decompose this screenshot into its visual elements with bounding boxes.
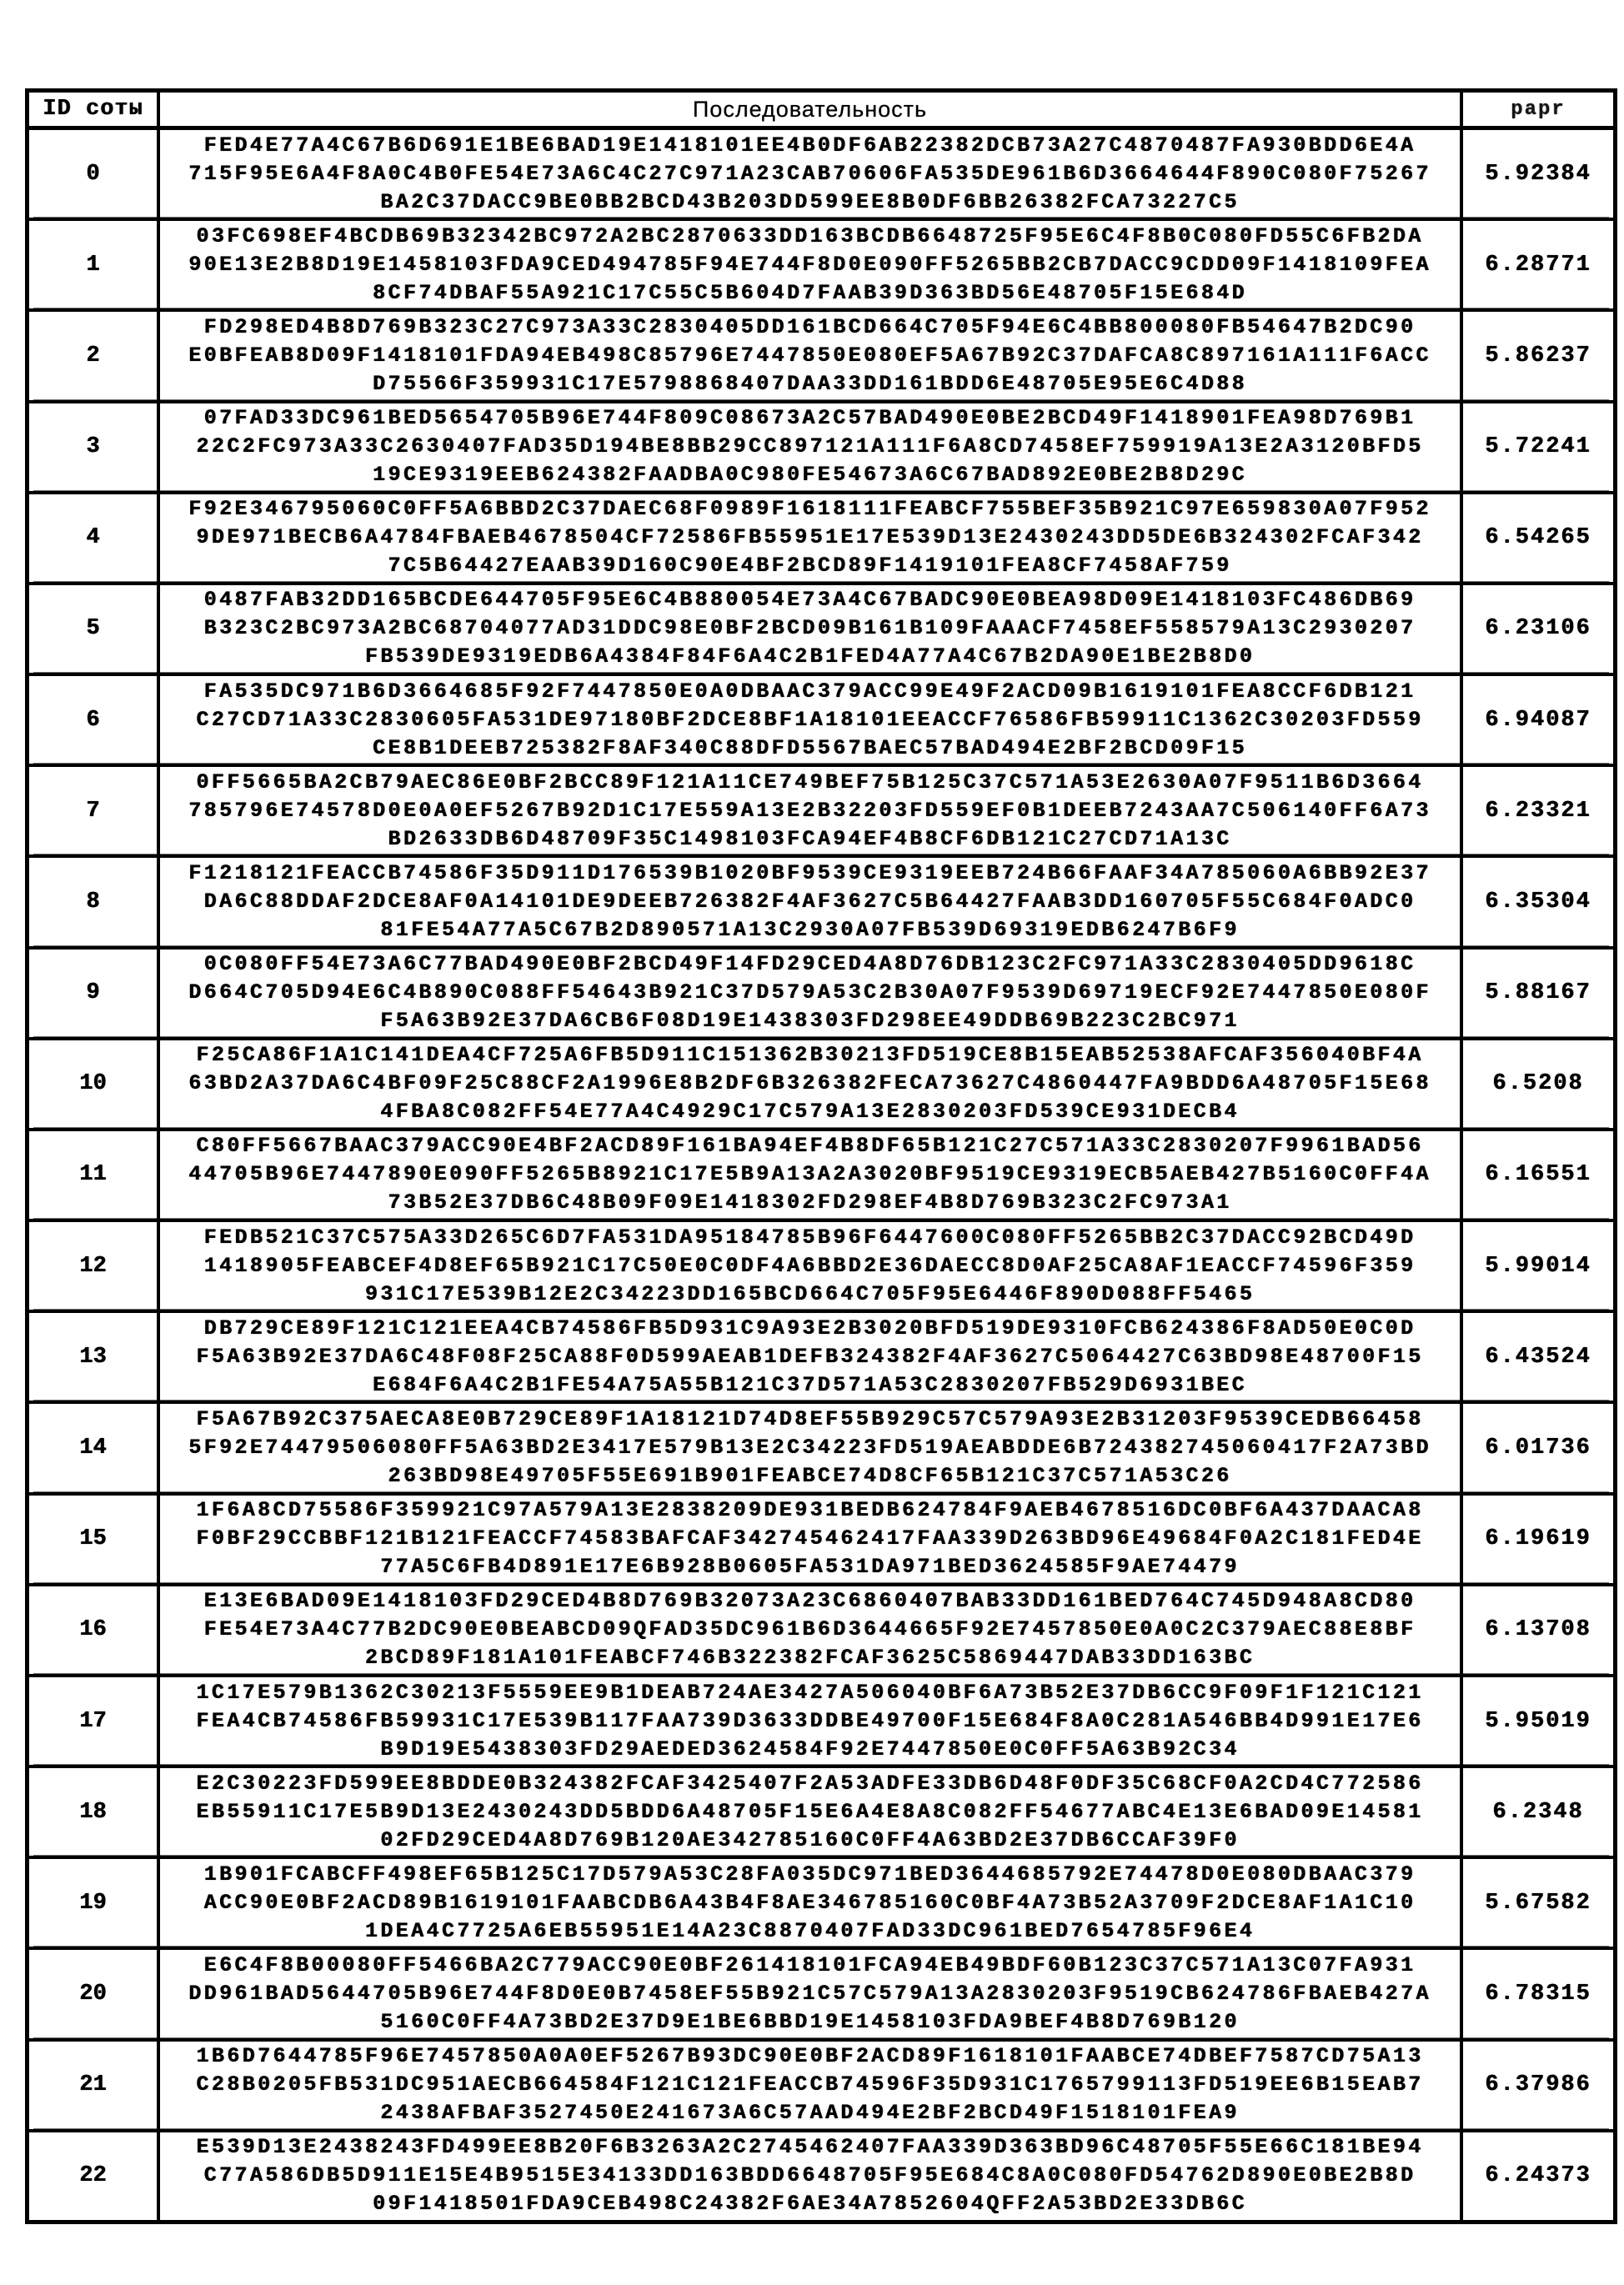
sequence-line: FD298ED4B8D769B323C27C973A33C2830405DD161BCD664C705F94E6C4BB800080FB54647B2DC90	[203, 314, 1416, 339]
sequence-line: 03FC698EF4BCDB69B32342BC972A2BC2870633DD163BCDB6648725F95E6C4F8B0C080FD55C6FB2DA	[196, 223, 1424, 248]
sequence-line: E6C4F8B00080FF5466BA2C779ACC90E0BF261418101FCA94EB49BDF60B123C37C571A13C07FA931	[203, 1953, 1416, 1978]
sequence-line: FA535DC971B6D3664685F92F7447850E0A0DBAAC379ACC99E49F2ACD09B1619101FEA8CCF6DB121	[203, 679, 1416, 704]
table-row	[29, 1401, 1613, 1491]
sequence-line: 1B901FCABCFF498EF65B125C17D579A53C28FA035DC971BED3644685792E74478D0E080DBAAC379	[203, 1862, 1416, 1887]
table-row	[29, 308, 1613, 399]
sequence-line: EB55911C17E5B9D13E2430243DD5BDD6A48705F15E6A4E8A8C082FF54677ABC4E13E6BAD09E14581	[196, 1799, 1424, 1824]
sequence-line: E539D13E2438243FD499EE8B20F6B3263A2C2745462407FAA339D363BD96C48705F55E66C181BE94	[196, 2135, 1424, 2160]
sequence-line: DB729CE89F121C121EEA4CB74586FB5D931C9A93E2B3020BFD519DE9310FCB624386F8AD50E0C0D	[203, 1315, 1416, 1340]
cell-id: 15	[79, 1526, 107, 1552]
sequence-line: F0BF29CCBBF121B121FEACCF74583BAFCAF342745462417FAA339D263BD96E49684F0A2C181FED4E	[196, 1526, 1424, 1551]
cell-sequence	[157, 403, 1460, 491]
cell-id: 4	[86, 525, 100, 551]
sequence-line: FEDB521C37C575A33D265C6D7FA531DA95184785B96F6447600C080FF5265BB2C37DACC92BCD49D	[203, 1225, 1416, 1250]
table-row	[29, 1674, 1613, 1765]
sequence-line: 263BD98E49705F55E691B901FEABCE74D8CF65B121C37C571A53C26	[388, 1464, 1232, 1488]
sequence-line: 0487FAB32DD165BCDE644705F95E6C4B880054E73A4C67BADC90E0BEA98D09E1418103FC486DB69	[203, 588, 1416, 613]
table-row	[29, 1128, 1613, 1219]
cell-sequence	[157, 1496, 1460, 1583]
table-row	[29, 946, 1613, 1037]
sequence-line: 02FD29CED4A8D769B120AE342785160C0FF4A63BD2E37DB6CCAF39F0	[380, 1827, 1240, 1852]
cell-id: 9	[86, 980, 100, 1006]
sequence-line: 715F95E6A4F8A0C4B0FE54E73A6C4C27C971A23CAB70606FA535DE961B6D3664644F890C080F75267	[188, 161, 1431, 186]
cell-papr: 6.78315	[1460, 1950, 1613, 2037]
cell-sequence	[157, 1677, 1460, 1765]
sequence-line: E13E6BAD09E1418103FD29CED4B8D769B32073A23C6860407BAB33DD161BED764C745D948A8CD80	[203, 1589, 1416, 1614]
cell-sequence	[157, 1859, 1460, 1947]
table-row	[29, 1492, 1613, 1583]
table-row	[29, 582, 1613, 673]
sequence-line: 1F6A8CD75586F359921C97A579A13E2838209DE931BEDB624784F9AEB4678516DC0BF6A437DAACA8	[196, 1498, 1424, 1523]
cell-sequence	[157, 2132, 1460, 2220]
cell-sequence	[157, 1768, 1460, 1856]
cell-id: 2	[86, 343, 100, 368]
sequence-line: FB539DE9319EDB6A4384F84F6A4C2B1FED4A77A4C67B2DA90E1BE2B8D0	[364, 644, 1256, 669]
cell-id: 6	[86, 707, 100, 733]
cell-sequence	[157, 221, 1460, 308]
cell-id: 18	[79, 1799, 107, 1825]
sequence-line: 5F92E74479506080FF5A63BD2E3417E579B13E2C34223FD519AEABDDE6B724382745060417F2A73BD	[188, 1436, 1431, 1460]
cell-papr: 6.23106	[1460, 585, 1613, 673]
sequence-line: 44705B96E7447890E090FF5265B8921C17E5B9A13A2A3020BF9519CE9319ECB5AEB427B5160C0FF4A	[188, 1162, 1431, 1187]
sequence-line: 07FAD33DC961BED5654705B96E744F809C08673A2C57BAD490E0BE2BCD49F1418901FEA98D769B1	[203, 406, 1416, 431]
sequence-line: 09F1418501FDA9CEB498C24382F6AE34A7852604QFF2A53BD2E33DB6C	[373, 2192, 1247, 2217]
sequence-line: 22C2FC973A33C2630407FAD35D194BE8BB29CC897121A111F6A8CD7458EF759919A13E2A3120BFD5	[196, 434, 1424, 459]
sequence-line: 785796E74578D0E0A0EF5267B92D1C17E559A13E2B32203FD559EF0B1DEEB7243AA7C506140FF6A73	[188, 798, 1431, 823]
sequence-line: F5A63B92E37DA6CB6F08D19E1438303FD298EE49DDB69B223C2BC971	[380, 1009, 1240, 1034]
table-row	[29, 400, 1613, 491]
cell-id: 22	[79, 2163, 107, 2189]
cell-id: 14	[79, 1435, 107, 1461]
sequence-line: 8CF74DBAF55A921C17C55C5B604D7FAAB39D363BD56E48705F15E684D	[373, 280, 1247, 305]
cell-id: 0	[86, 161, 100, 187]
cell-id: 16	[79, 1617, 107, 1643]
sequence-line: 9DE971BECB6A4784FBAEB4678504CF72586FB55951E17E539D13E2430243DD5DE6B324302FCAF342	[196, 525, 1424, 550]
sequence-line: 0FF5665BA2CB79AEC86E0BF2BCC89F121A11CE749BEF75B125C37C571A53E2630A07F9511B6D3664	[196, 769, 1424, 794]
table-row	[29, 1583, 1613, 1674]
sequence-line: C77A586DB5D911E15E4B9515E34133DD163BDD6648705F95E684C8A0C080FD54762D890E0BE2B8D	[203, 2163, 1416, 2188]
sequence-line: 4FBA8C082FF54E77A4C4929C17C579A13E2830203FD539CE931DECB4	[380, 1100, 1240, 1125]
cell-id: 10	[79, 1071, 107, 1097]
sequence-line: ACC90E0BF2ACD89B1619101FAABCDB6A43B4F8AE346785160C0BF4A73B52A3709F2DCE8AF1A1C10	[203, 1890, 1416, 1915]
cell-sequence	[157, 1040, 1460, 1128]
cell-papr: 6.28771	[1460, 221, 1613, 308]
cell-sequence	[157, 950, 1460, 1037]
sequence-line: C27CD71A33C2830605FA531DE97180BF2DCE8BF1A18101EEACCF76586FB59911C1362C30203FD559	[196, 707, 1424, 732]
table-row	[29, 2129, 1613, 2220]
cell-papr: 5.99014	[1460, 1222, 1613, 1310]
sequence-line: 19CE9319EEB624382FAADBA0C980FE54673A6C67BAD892E0BE2B8D29C	[373, 463, 1247, 488]
cell-papr: 5.86237	[1460, 312, 1613, 399]
table-row	[29, 673, 1613, 764]
sequence-line: 90E13E2B8D19E1458103FDA9CED494785F94E744F8D0E090FF5265BB2CB7DACC9CDD09F1418109FEA	[188, 252, 1431, 277]
cell-id: 7	[86, 798, 100, 824]
cell-papr: 6.19619	[1460, 1496, 1613, 1583]
header-cell-papr: papr	[1460, 93, 1613, 126]
sequence-line: F5A63B92E37DA6C48F08F25CA88F0D599AEAB1DEFB324382F4AF3627C5064427C63BD98E48700F15	[196, 1344, 1424, 1369]
cell-papr: 6.23321	[1460, 767, 1613, 854]
table-header-row	[29, 93, 1613, 130]
cell-papr: 6.2348	[1460, 1768, 1613, 1856]
sequence-line: DD961BAD5644705B96E744F8D0E0B7458EF55B921C57C579A13A2830203F9519CB624786FBAEB427A	[188, 1982, 1431, 2007]
header-cell-id: ID соты	[43, 97, 143, 122]
cell-papr: 6.24373	[1460, 2132, 1613, 2220]
cell-papr: 5.95019	[1460, 1677, 1613, 1765]
cell-papr: 6.37986	[1460, 2042, 1613, 2129]
cell-papr: 5.88167	[1460, 950, 1613, 1037]
sequence-line: 1DEA4C7725A6EB55951E14A23C8870407FAD33DC961BED7654785F96E4	[364, 1918, 1256, 1943]
sequence-line: 77A5C6FB4D891E17E6B928B0605FA531DA971BED3624585F9AE74479	[380, 1555, 1240, 1580]
table-row	[29, 1219, 1613, 1310]
sequence-line: 73B52E37DB6C48B09F09E1418302FD298EF4B8D769B323C2FC973A1	[388, 1190, 1232, 1215]
cell-sequence	[157, 2042, 1460, 2129]
header-cell-sequence: Последовательность	[157, 93, 1460, 126]
cell-id: 8	[86, 889, 100, 915]
table-row	[29, 218, 1613, 308]
sequence-line: E2C30223FD599EE8BDDE0B324382FCAF3425407F2A53ADFE33DB6D48F0DF35C68CF0A2CD4C772586	[196, 1771, 1424, 1796]
cell-papr: 6.13708	[1460, 1586, 1613, 1674]
cell-papr: 6.01736	[1460, 1404, 1613, 1491]
sequence-line: F92E346795060C0FF5A6BBD2C37DAEC68F0989F1618111FEABCF755BEF35B921C97E659830A07F952	[188, 497, 1431, 522]
table-row	[29, 764, 1613, 854]
sequence-line: CE8B1DEEB725382F8AF340C88DFD5567BAEC57BAD494E2BF2BCD09F15	[373, 735, 1247, 760]
table-row	[29, 854, 1613, 945]
cell-sequence	[157, 130, 1460, 218]
sequence-line: 931C17E539B12E2C34223DD165BCD664C705F95E6446F890D088FF5465	[364, 1281, 1256, 1306]
cell-papr: 6.54265	[1460, 494, 1613, 582]
sequence-line: 5160C0FF4A73BD2E37D9E1BE6BBD19E1458103FDA9BEF4B8D769B120	[380, 2010, 1240, 2035]
sequence-line: F25CA86F1A1C141DEA4CF725A6FB5D911C151362B30213FD519CE8B15EAB52538AFCAF356040BF4A	[196, 1043, 1424, 1068]
sequence-line: 1C17E579B1362C30213F5559EE9B1DEAB724AE3427A506040BF6A73B52E37DB6CC9F09F1F121C121	[196, 1680, 1424, 1705]
cell-papr: 5.72241	[1460, 403, 1613, 491]
cell-sequence	[157, 676, 1460, 764]
sequence-line: 81FE54A77A5C67B2D890571A13C2930A07FB539D69319EDB6247B6F9	[380, 917, 1240, 942]
sequence-line: E0BFEAB8D09F1418101FDA94EB498C85796E7447850E080EF5A67B92C37DAFCA8C897161A111F6ACC	[188, 343, 1431, 368]
cell-papr: 5.67582	[1460, 1859, 1613, 1947]
sequence-line: BD2633DB6D48709F35C1498103FCA94EF4B8CF6DB121C27CD71A13C	[388, 826, 1232, 851]
cell-sequence	[157, 1586, 1460, 1674]
table-row	[29, 1310, 1613, 1401]
sequence-line: 63BD2A37DA6C4BF09F25C88CF2A1996E8B2DF6B326382FECA73627C4860447FA9BDD6A48705F15E68	[188, 1071, 1431, 1096]
sequence-line: D664C705D94E6C4B890C088FF54643B921C37D579A53C2B30A07F9539D69719ECF92E7447850E080F	[188, 980, 1431, 1005]
sequence-line: C80FF5667BAAC379ACC90E4BF2ACD89F161BA94EF4B8DF65B121C27C571A33C2830207F9961BAD56	[196, 1134, 1424, 1159]
sequence-line: FEA4CB74586FB59931C17E539B117FAA739D3633DDBE49700F15E684F8A0C281A546BB4D991E17E6	[196, 1708, 1424, 1733]
cell-id: 12	[79, 1253, 107, 1279]
cell-papr: 6.35304	[1460, 858, 1613, 945]
cell-sequence	[157, 1950, 1460, 2037]
cell-id: 3	[86, 434, 100, 460]
cell-sequence	[157, 1404, 1460, 1491]
table-row	[29, 1037, 1613, 1128]
cell-sequence	[157, 1313, 1460, 1401]
cell-sequence	[157, 312, 1460, 399]
sequence-line: D75566F359931C17E5798868407DAA33DD161BDD6E48705E95E6C4D88	[373, 371, 1247, 396]
sequence-line: 1418905FEABCEF4D8EF65B921C17C50E0C0DF4A6BBD2E36DAECC8D0AF25CA8AF1EACCF74596F359	[203, 1253, 1416, 1278]
cell-id: 20	[79, 1982, 107, 2007]
cell-id: 11	[79, 1162, 107, 1188]
sequence-line: 7C5B64427EAAB39D160C90E4BF2BCD89F1419101FEA8CF7458AF759	[388, 554, 1232, 579]
sequence-line: BA2C37DACC9BE0BB2BCD43B203DD599EE8B0DF6BB26382FCA73227C5	[380, 189, 1240, 214]
sequence-line: F1218121FEACCB74586F35D911D176539B1020BF9539CE9319EEB724B66FAAF34A785060A6BB92E37	[188, 860, 1431, 885]
cell-papr: 6.16551	[1460, 1131, 1613, 1219]
cell-papr: 6.5208	[1460, 1040, 1613, 1128]
cell-sequence	[157, 585, 1460, 673]
cell-sequence	[157, 494, 1460, 582]
sequence-line: E684F6A4C2B1FE54A75A55B121C37D571A53C2830207FB529D6931BEC	[373, 1372, 1247, 1397]
sequence-table	[25, 88, 1617, 2224]
sequence-line: B323C2BC973A2BC68704077AD31DDC98E0BF2BCD09B161B109FAAACF7458EF558579A13C2930207	[203, 616, 1416, 641]
table-row	[29, 491, 1613, 582]
cell-id: 13	[79, 1344, 107, 1370]
sequence-line: C28B0205FB531DC951AECB664584F121C121FEACCB74596F35D931C1765799113FD519EE6B15EAB7	[196, 2072, 1424, 2097]
sequence-line: 0C080FF54E73A6C77BAD490E0BF2BCD49F14FD29CED4A8D76DB123C2FC971A33C2830405DD9618C	[203, 952, 1416, 977]
sequence-line: B9D19E5438303FD29AEDED3624584F92E7447850E0C0FF5A63B92C34	[380, 1736, 1240, 1761]
cell-sequence	[157, 1131, 1460, 1219]
cell-papr: 6.94087	[1460, 676, 1613, 764]
cell-papr: 6.43524	[1460, 1313, 1613, 1401]
table-row	[29, 130, 1613, 218]
sequence-line: FE54E73A4C77B2DC90E0BEABCD09QFAD35DC961B6D3644665F92E7457850E0A0C2C379AEC88E8BF	[203, 1617, 1416, 1642]
table-row	[29, 1947, 1613, 2037]
sequence-line: F5A67B92C375AECA8E0B729CE89F1A18121D74D8EF55B929C57C579A93E2B31203F9539CEDB66458	[196, 1407, 1424, 1431]
cell-id: 21	[79, 2072, 107, 2098]
cell-papr: 5.92384	[1460, 130, 1613, 218]
table-row	[29, 2038, 1613, 2129]
cell-id: 1	[86, 252, 100, 278]
cell-sequence	[157, 1222, 1460, 1310]
sequence-line: FED4E77A4C67B6D691E1BE6BAD19E1418101EE4B0DF6AB22382DCB73A27C4870487FA930BDD6E4A	[203, 133, 1416, 158]
sequence-line: 1B6D7644785F96E7457850A0A0EF5267B93DC90E0BF2ACD89F1618101FAABCE74DBEF7587CD75A13	[196, 2044, 1424, 2069]
cell-id: 5	[86, 616, 100, 642]
cell-id: 19	[79, 1890, 107, 1916]
table-row	[29, 1856, 1613, 1947]
cell-sequence	[157, 767, 1460, 854]
sequence-line: 2438AFBAF3527450E241673A6C57AAD494E2BF2BCD49F1518101FEA9	[380, 2101, 1240, 2126]
sequence-line: DA6C88DDAF2DCE8AF0A14101DE9DEEB726382F4AF3627C5B64427FAAB3DD160705F55C684F0ADC0	[203, 889, 1416, 914]
sequence-line: 2BCD89F181A101FEABCF746B322382FCAF3625C5869447DAB33DD163BC	[364, 1646, 1256, 1671]
cell-sequence	[157, 858, 1460, 945]
cell-id: 17	[79, 1708, 107, 1734]
table-row	[29, 1765, 1613, 1856]
